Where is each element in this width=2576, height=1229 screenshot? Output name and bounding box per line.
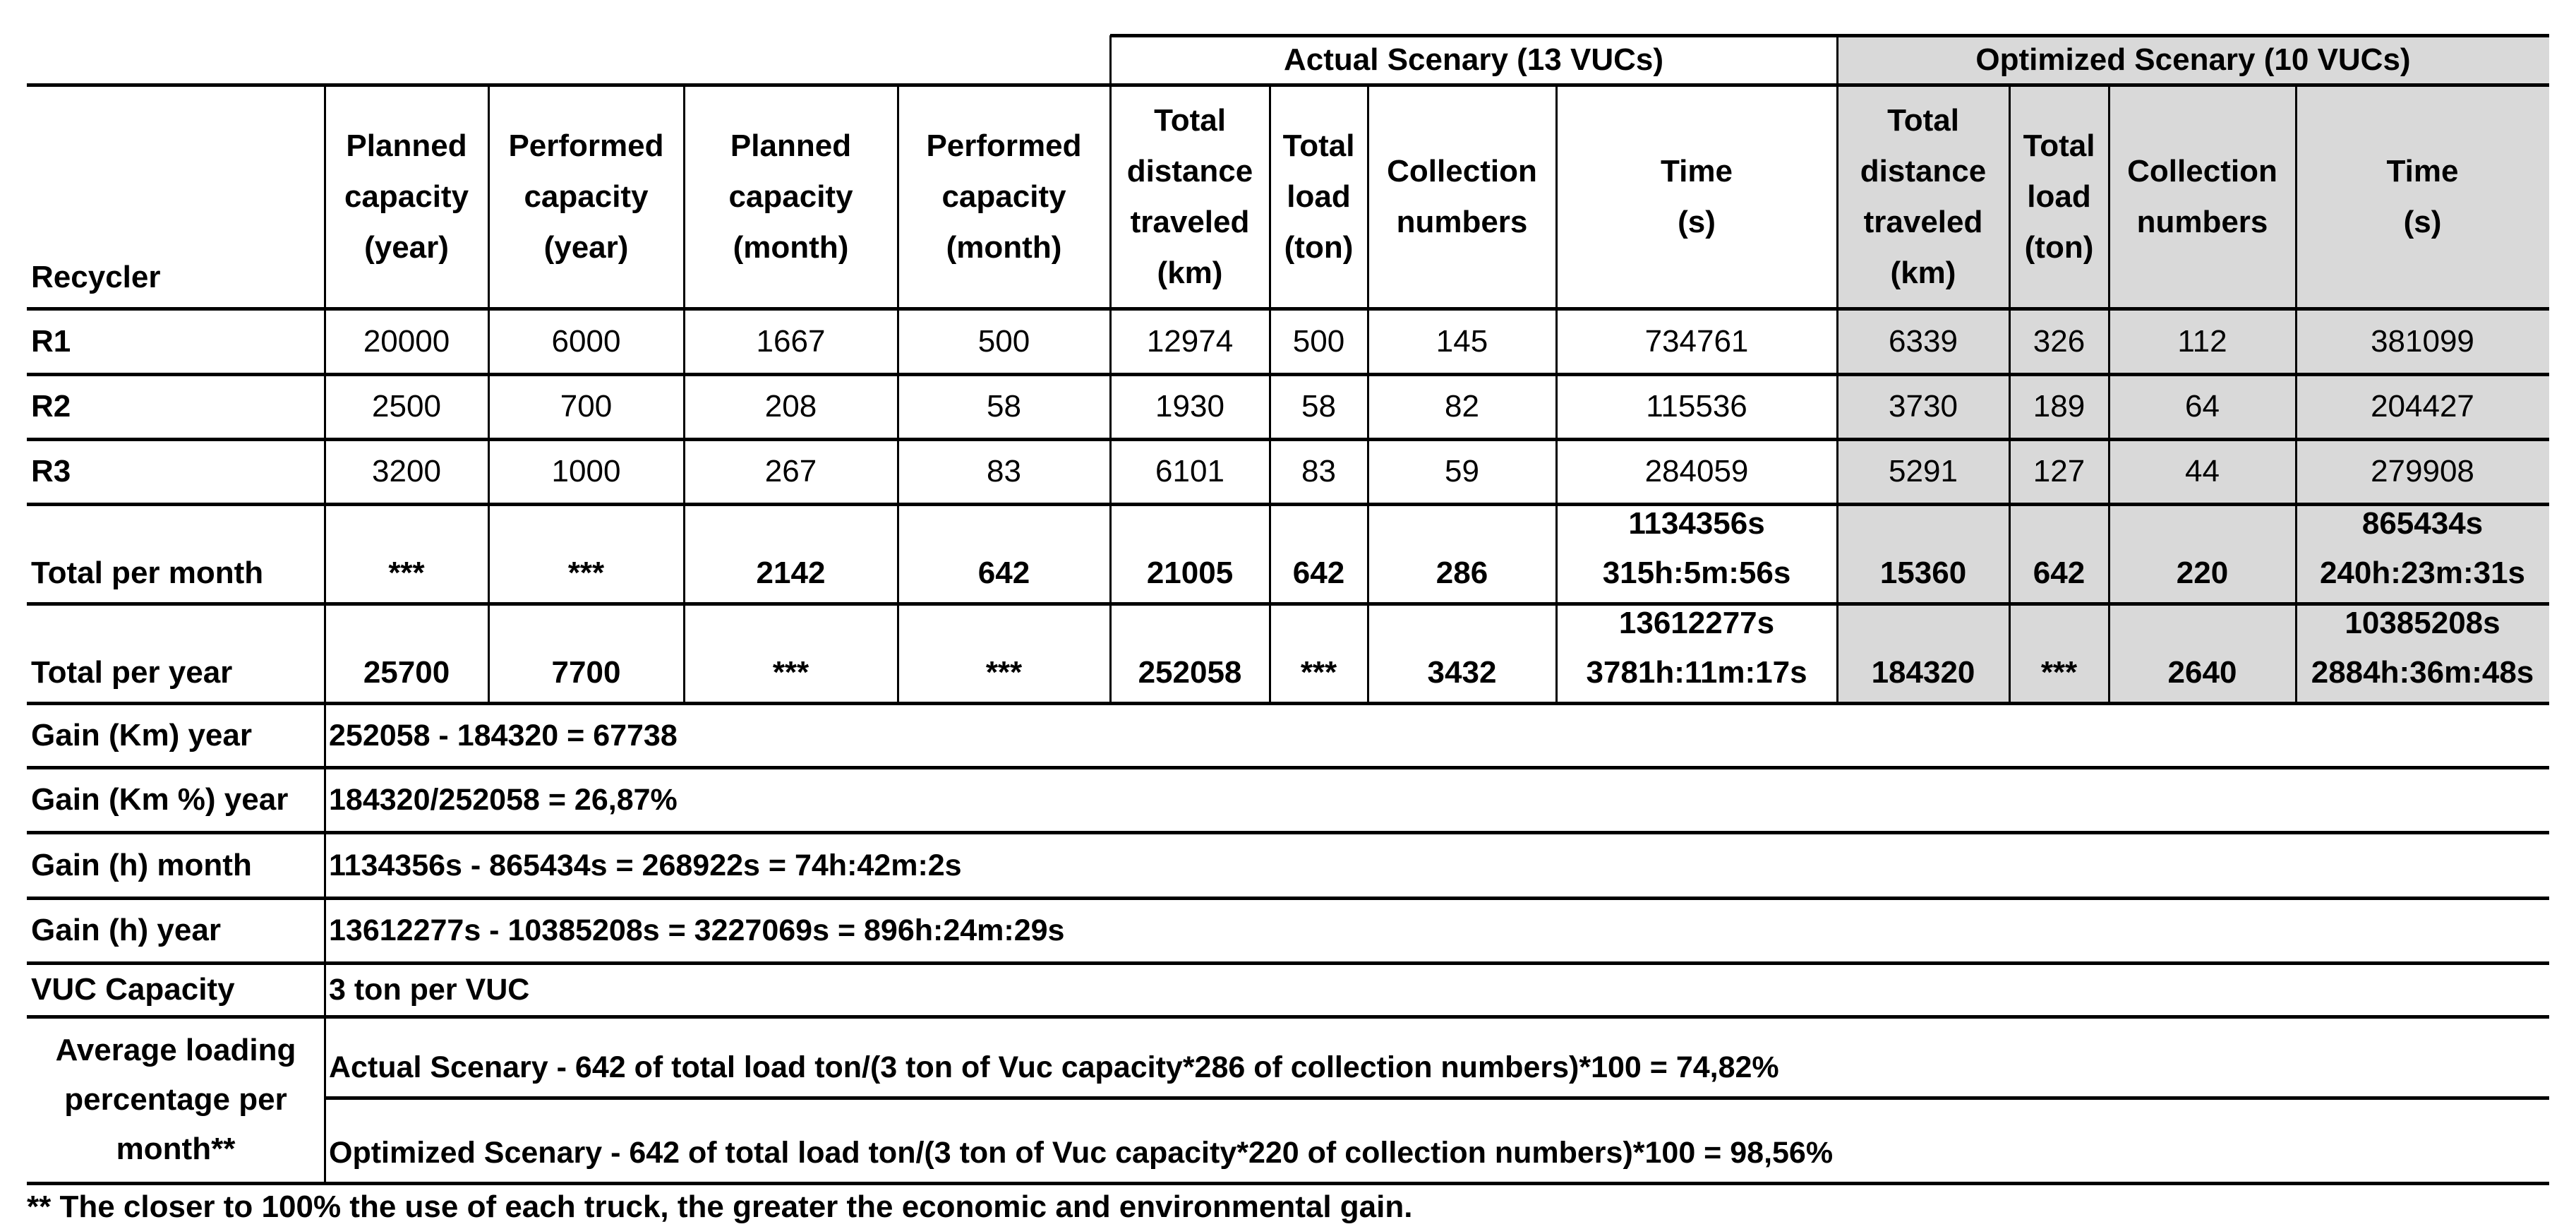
cell-line: Collection bbox=[1387, 153, 1537, 188]
cell-text: Gain (h) month bbox=[31, 847, 252, 882]
cell-text: R1 bbox=[31, 323, 71, 359]
cell-text: R2 bbox=[31, 389, 71, 424]
cell-text: 3432 bbox=[1427, 655, 1497, 690]
cell-optimized-load bbox=[2009, 374, 2109, 439]
cell-text: 5291 bbox=[1889, 454, 1958, 488]
rule-row bbox=[27, 307, 2549, 311]
cell-text: *** bbox=[985, 655, 1023, 690]
rule-col bbox=[2295, 85, 2297, 703]
cell-text: 6339 bbox=[1889, 323, 1958, 359]
cell-actual-time bbox=[1556, 439, 1837, 504]
cell-line: Total bbox=[1154, 102, 1226, 138]
cell-line: (ton) bbox=[1284, 229, 1354, 265]
summary-value bbox=[325, 832, 2549, 898]
cell-text: Actual Scenary (13 VUCs) bbox=[1284, 42, 1663, 77]
cell-line: (month) bbox=[733, 229, 849, 265]
rule-top-group bbox=[1110, 34, 2549, 37]
cell-text: 642 bbox=[977, 556, 1030, 590]
summary-label bbox=[27, 898, 325, 963]
cell-text: 25700 bbox=[363, 655, 450, 690]
cell-text: 500 bbox=[1292, 323, 1345, 359]
cell-line: 13612277s bbox=[1618, 606, 1775, 640]
cell-line: Time bbox=[2386, 153, 2459, 188]
cell-text: 112 bbox=[2177, 323, 2227, 359]
cell-performed_month bbox=[898, 604, 1110, 703]
row-label bbox=[27, 439, 325, 504]
cell-text: 220 bbox=[2176, 556, 2229, 590]
cell-planned_month bbox=[684, 439, 898, 504]
cell-line: Total bbox=[2023, 128, 2095, 163]
cell-text: VUC Capacity bbox=[31, 972, 235, 1007]
cell-line: Planned bbox=[730, 128, 852, 163]
cell-optimized-time bbox=[2296, 604, 2549, 703]
cell-text: Total per month bbox=[31, 556, 264, 590]
cell-performed_month bbox=[898, 439, 1110, 504]
cell-performed_year bbox=[488, 308, 684, 374]
group-header-optimized bbox=[1837, 35, 2549, 85]
cell-text: 1930 bbox=[1155, 389, 1224, 424]
cell-text: *** bbox=[388, 556, 425, 590]
cell-line: 381099 bbox=[2371, 323, 2474, 359]
cell-optimized-load bbox=[2009, 604, 2109, 703]
column-header-performed_month bbox=[898, 85, 1110, 308]
cell-line: (month) bbox=[946, 229, 1062, 265]
cell-optimized-time bbox=[2296, 504, 2549, 604]
cell-text: 208 bbox=[764, 389, 817, 424]
summary-value bbox=[325, 963, 2549, 1017]
cell-line: distance bbox=[1860, 153, 1987, 188]
cell-text: 2142 bbox=[756, 556, 826, 590]
cell-actual-time bbox=[1556, 604, 1837, 703]
cell-text: 15360 bbox=[1879, 556, 1967, 590]
cell-optimized-collections bbox=[2109, 308, 2296, 374]
cell-text: 83 bbox=[1301, 454, 1336, 488]
cell-text: Gain (h) year bbox=[31, 913, 221, 947]
cell-line: (s) bbox=[2403, 204, 2442, 239]
cell-text: 267 bbox=[764, 454, 817, 488]
cell-line: 240h:23m:31s bbox=[2319, 556, 2526, 590]
cell-line: (ton) bbox=[2024, 229, 2094, 265]
rule-col bbox=[324, 703, 326, 1183]
column-header-time-actual bbox=[1556, 85, 1837, 308]
column-header-planned_month bbox=[684, 85, 898, 308]
cell-line: Time bbox=[1661, 153, 1733, 188]
cell-line: load bbox=[2027, 179, 2091, 214]
cell-text: 184320 bbox=[1871, 655, 1975, 690]
cell-text: 6101 bbox=[1155, 454, 1224, 488]
cell-text: 58 bbox=[987, 389, 1021, 424]
cell-text: 3200 bbox=[372, 454, 441, 488]
cell-line: distance bbox=[1126, 153, 1253, 188]
cell-text: 2500 bbox=[372, 389, 441, 424]
cell-optimized-collections bbox=[2109, 439, 2296, 504]
rule-col bbox=[1367, 85, 1369, 703]
rule-row bbox=[27, 1015, 2549, 1019]
average-loading-actual bbox=[325, 1017, 2549, 1098]
cell-text: 6000 bbox=[551, 323, 621, 359]
summary-label bbox=[27, 703, 325, 767]
cell-optimized-collections bbox=[2109, 504, 2296, 604]
cell-text: 642 bbox=[1292, 556, 1345, 590]
cell-line: 1134356s bbox=[1628, 506, 1765, 541]
column-header-load-optimized bbox=[2009, 85, 2109, 308]
cell-text: 1134356s - 865434s = 268922s = 74h:42m:2s bbox=[329, 848, 962, 882]
cell-text: 59 bbox=[1445, 454, 1479, 488]
cell-text: 7700 bbox=[551, 655, 621, 690]
cell-optimized-distance bbox=[1837, 374, 2009, 439]
cell-line: 115536 bbox=[1646, 389, 1747, 424]
cell-performed_year bbox=[488, 604, 684, 703]
cell-text: Gain (Km %) year bbox=[31, 782, 289, 817]
cell-text: 500 bbox=[977, 323, 1030, 359]
cell-actual-load bbox=[1270, 504, 1368, 604]
cell-line: percentage per bbox=[64, 1082, 287, 1117]
cell-text: *** bbox=[772, 655, 809, 690]
cell-line: numbers bbox=[1396, 204, 1528, 239]
column-header-time-optimized bbox=[2296, 85, 2549, 308]
cell-text: 58 bbox=[1301, 389, 1336, 424]
cell-text: Optimized Scenary (10 VUCs) bbox=[1975, 42, 2411, 77]
cell-line: 315h:5m:56s bbox=[1602, 556, 1791, 590]
row-label bbox=[27, 604, 325, 703]
cell-performed_year bbox=[488, 439, 684, 504]
cell-line: 10385208s bbox=[2345, 606, 2500, 640]
column-header-load-actual bbox=[1270, 85, 1368, 308]
cell-actual-load bbox=[1270, 439, 1368, 504]
summary-value bbox=[325, 767, 2549, 832]
cell-optimized-load bbox=[2009, 439, 2109, 504]
cell-text: 83 bbox=[987, 454, 1021, 488]
cell-line: capacity bbox=[728, 179, 853, 214]
cell-line: load bbox=[1287, 179, 1351, 214]
cell-line: month** bbox=[116, 1132, 236, 1166]
cell-text: Actual Scenary - 642 of total load ton/(3 ton of Vuc capacity*286 of collection numbers)*100 = 74,82% bbox=[329, 1050, 1779, 1084]
column-header-performed_year bbox=[488, 85, 684, 308]
cell-planned_month bbox=[684, 504, 898, 604]
cell-line: Planned bbox=[346, 128, 467, 163]
summary-label bbox=[27, 767, 325, 832]
cell-text: 642 bbox=[2033, 556, 2086, 590]
cell-line: (year) bbox=[543, 229, 629, 265]
summary-value bbox=[325, 898, 2549, 963]
cell-text: 12974 bbox=[1146, 323, 1234, 359]
cell-line: Collection bbox=[2127, 153, 2277, 188]
rule-row bbox=[27, 83, 2549, 87]
rule-row bbox=[27, 897, 2549, 900]
rule-col bbox=[897, 85, 899, 703]
cell-planned_year bbox=[325, 374, 488, 439]
rule-row bbox=[27, 438, 2549, 441]
average-loading-label bbox=[27, 1017, 325, 1183]
rule-col bbox=[1836, 35, 1838, 85]
cell-actual-collections bbox=[1368, 604, 1556, 703]
cell-optimized-distance bbox=[1837, 308, 2009, 374]
summary-label bbox=[27, 963, 325, 1017]
cell-line: (s) bbox=[1678, 204, 1716, 239]
cell-actual-distance bbox=[1110, 374, 1270, 439]
cell-optimized-distance bbox=[1837, 439, 2009, 504]
rule-col bbox=[1555, 85, 1558, 703]
rule-col bbox=[1109, 35, 1112, 85]
cell-text: 64 bbox=[2185, 389, 2220, 424]
cell-optimized-load bbox=[2009, 308, 2109, 374]
cell-actual-load bbox=[1270, 308, 1368, 374]
cell-optimized-time bbox=[2296, 439, 2549, 504]
rule-col bbox=[324, 85, 326, 703]
cell-optimized-time bbox=[2296, 374, 2549, 439]
cell-actual-load bbox=[1270, 604, 1368, 703]
cell-text: 184320/252058 = 26,87% bbox=[329, 783, 678, 817]
rule-col bbox=[1269, 85, 1271, 703]
rule-row bbox=[27, 766, 2549, 769]
cell-line: 279908 bbox=[2371, 454, 2474, 488]
cell-text: 3730 bbox=[1889, 389, 1958, 424]
cell-actual-collections bbox=[1368, 374, 1556, 439]
cell-line: (km) bbox=[1890, 255, 1956, 290]
average-loading-optimized bbox=[325, 1098, 2549, 1183]
cell-line: capacity bbox=[941, 179, 1066, 214]
cell-text: 286 bbox=[1436, 556, 1488, 590]
cell-actual-collections bbox=[1368, 504, 1556, 604]
cell-text: 326 bbox=[2033, 323, 2086, 359]
cell-text: 700 bbox=[560, 389, 613, 424]
footnote: ** The closer to 100% the use of each truck, the greater the economic and environmental gain. bbox=[27, 1189, 1413, 1224]
rule-col bbox=[1836, 85, 1838, 703]
cell-actual-collections bbox=[1368, 439, 1556, 504]
cell-line: 3781h:11m:17s bbox=[1586, 655, 1807, 690]
row-label bbox=[27, 308, 325, 374]
rule-row bbox=[27, 831, 2549, 834]
column-header-planned_year bbox=[325, 85, 488, 308]
cell-text: 44 bbox=[2185, 454, 2220, 488]
cell-line: traveled bbox=[1863, 204, 1983, 239]
rule-row bbox=[27, 503, 2549, 506]
cell-optimized-distance bbox=[1837, 604, 2009, 703]
cell-actual-time bbox=[1556, 374, 1837, 439]
cell-text: 2640 bbox=[2167, 655, 2237, 690]
cell-planned_month bbox=[684, 374, 898, 439]
cell-text: Total per year bbox=[31, 655, 233, 690]
cell-line: Total bbox=[1887, 102, 1959, 138]
rule-row bbox=[27, 702, 2549, 705]
cell-optimized-distance bbox=[1837, 504, 2009, 604]
rule-col bbox=[2108, 85, 2110, 703]
column-header-distance-optimized bbox=[1837, 85, 2009, 308]
cell-optimized-collections bbox=[2109, 374, 2296, 439]
cell-text: 20000 bbox=[363, 323, 450, 359]
cell-actual-load bbox=[1270, 374, 1368, 439]
cell-optimized-load bbox=[2009, 504, 2109, 604]
cell-text: Recycler bbox=[31, 260, 161, 294]
cell-line: traveled bbox=[1130, 204, 1250, 239]
cell-actual-time bbox=[1556, 504, 1837, 604]
summary-value bbox=[325, 703, 2549, 767]
rule-col bbox=[2009, 85, 2011, 703]
cell-actual-time bbox=[1556, 308, 1837, 374]
cell-text: R3 bbox=[31, 454, 71, 488]
cell-text: 127 bbox=[2033, 454, 2086, 488]
column-header-recycler bbox=[27, 85, 325, 308]
cell-text: 252058 bbox=[1138, 655, 1242, 690]
cell-line: Total bbox=[1282, 128, 1355, 163]
cell-text: Gain (Km) year bbox=[31, 717, 252, 753]
cell-text: 145 bbox=[1436, 323, 1488, 359]
row-label bbox=[27, 374, 325, 439]
cell-performed_year bbox=[488, 504, 684, 604]
cell-line: capacity bbox=[524, 179, 649, 214]
cell-planned_year bbox=[325, 604, 488, 703]
cell-performed_month bbox=[898, 504, 1110, 604]
cell-actual-distance bbox=[1110, 439, 1270, 504]
column-header-collections-actual bbox=[1368, 85, 1556, 308]
cell-actual-distance bbox=[1110, 504, 1270, 604]
cell-line: numbers bbox=[2136, 204, 2268, 239]
cell-performed_year bbox=[488, 374, 684, 439]
cell-text: 189 bbox=[2033, 389, 2086, 424]
summary-label bbox=[27, 832, 325, 898]
cell-planned_year bbox=[325, 439, 488, 504]
cell-line: 204427 bbox=[2371, 389, 2474, 424]
cell-line: 284059 bbox=[1644, 454, 1749, 488]
rule-row bbox=[27, 961, 2549, 965]
cell-actual-distance bbox=[1110, 604, 1270, 703]
rule-row bbox=[27, 602, 2549, 606]
column-header-distance-actual bbox=[1110, 85, 1270, 308]
cell-planned_month bbox=[684, 604, 898, 703]
cell-planned_year bbox=[325, 308, 488, 374]
cell-line: 734761 bbox=[1644, 323, 1749, 359]
cell-line: Performed bbox=[926, 128, 1082, 163]
row-label bbox=[27, 504, 325, 604]
cell-line: 2884h:36m:48s bbox=[2311, 655, 2534, 690]
cell-text: 82 bbox=[1445, 389, 1479, 424]
rule-row bbox=[325, 1096, 2549, 1100]
cell-text: Optimized Scenary - 642 of total load ton/(3 ton of Vuc capacity*220 of collection numbers)*100 = 98,56% bbox=[329, 1136, 1834, 1170]
cell-line: 865434s bbox=[2361, 506, 2484, 541]
rule-col bbox=[488, 85, 490, 703]
cell-planned_month bbox=[684, 308, 898, 374]
rule-row bbox=[27, 373, 2549, 376]
cell-actual-collections bbox=[1368, 308, 1556, 374]
cell-line: (year) bbox=[364, 229, 449, 265]
cell-line: Performed bbox=[508, 128, 664, 163]
cell-text: *** bbox=[2040, 655, 2078, 690]
cell-text: 252058 - 184320 = 67738 bbox=[329, 718, 678, 753]
cell-optimized-collections bbox=[2109, 604, 2296, 703]
cell-performed_month bbox=[898, 308, 1110, 374]
cell-actual-distance bbox=[1110, 308, 1270, 374]
cell-performed_month bbox=[898, 374, 1110, 439]
cell-text: 3 ton per VUC bbox=[329, 973, 530, 1007]
cell-line: (km) bbox=[1157, 255, 1223, 290]
rule-row bbox=[27, 1182, 2549, 1185]
cell-line: capacity bbox=[344, 179, 469, 214]
rule-col bbox=[683, 85, 685, 703]
column-header-collections-optimized bbox=[2109, 85, 2296, 308]
rule-col bbox=[1109, 85, 1112, 703]
cell-planned_year bbox=[325, 504, 488, 604]
cell-text: *** bbox=[1300, 655, 1337, 690]
cell-optimized-time bbox=[2296, 308, 2549, 374]
cell-text: 13612277s - 10385208s = 3227069s = 896h:24m:29s bbox=[329, 913, 1065, 947]
cell-text: 1667 bbox=[756, 323, 826, 359]
cell-text: *** bbox=[567, 556, 605, 590]
cell-text: 21005 bbox=[1146, 556, 1234, 590]
cell-line: Average loading bbox=[55, 1033, 296, 1067]
cell-text: 1000 bbox=[551, 454, 621, 488]
group-header-actual bbox=[1110, 35, 1837, 85]
